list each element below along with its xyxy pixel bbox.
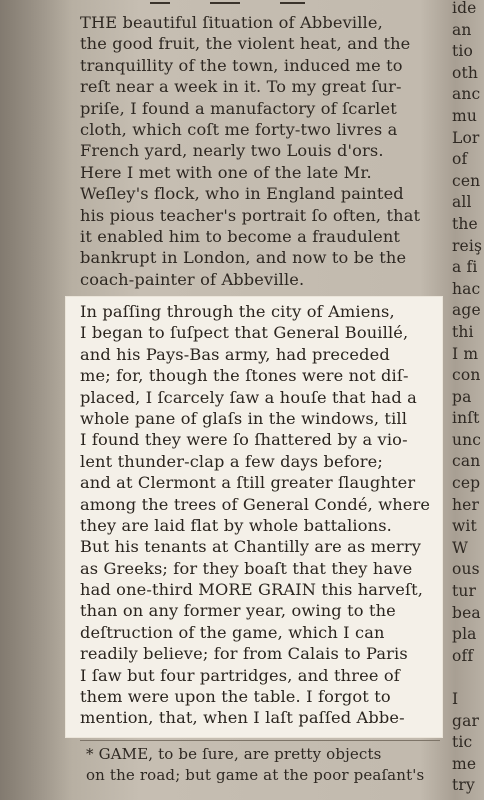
highlighted-line: had one-third MORE GRAIN this harveſt,	[80, 580, 424, 600]
fragment-line: con	[452, 366, 481, 385]
fragment-line	[452, 667, 484, 689]
fragment-line: of	[452, 150, 468, 169]
text-line: reſt near a week in it. To my great ſur-	[80, 77, 402, 97]
top-ornament-rule	[150, 0, 320, 8]
text-line: it enabled him to become a fraudulent	[80, 226, 401, 246]
fragment-line: Lor	[452, 128, 480, 147]
fragment-line: an	[452, 20, 472, 39]
highlighted-line: placed, I ſcarcely ſaw a houſe that had a	[80, 387, 417, 407]
fragment-line: wit	[452, 517, 477, 536]
highlighted-line: mention, that, when I laſt paſſed Abbe-	[80, 708, 405, 728]
footnote-line: * GAME, to be ſure, are pretty objects	[86, 745, 382, 763]
highlighted-line: whole pane of glaſs in the windows, till	[80, 408, 408, 428]
fragment-line: pla	[452, 625, 477, 644]
text-line: THE beautiful ſituation of Abbeville,	[80, 13, 383, 32]
highlighted-line: them were upon the table. I forgot to	[80, 687, 391, 707]
highlighted-line: they are laid flat by whole battalions.	[80, 515, 392, 535]
text-line: his pious teacher's portrait ſo often, that	[80, 205, 421, 225]
highlighted-line: and at Clermont a ſtill greater ſlaughter	[80, 473, 416, 493]
fragment-line: pa	[452, 387, 472, 406]
highlighted-line: I found they were ſo ſhattered by a vio-	[80, 430, 408, 450]
highlighted-line: I began to ſuſpect that General Bouillé,	[80, 323, 409, 343]
fragment-line: W	[452, 538, 469, 557]
footnote	[86, 744, 438, 786]
adjacent-column-fragments	[452, 0, 484, 797]
footnote-rule	[80, 740, 440, 741]
fragment-line: thi	[452, 322, 474, 341]
footnote-line: on the road; but game at the poor peaſant's	[86, 766, 425, 784]
text-line: Here I met with one of the late Mr.	[80, 162, 372, 182]
text-line: tranquillity of the town, induced me to	[80, 55, 403, 75]
fragment-line: a fi	[452, 258, 478, 277]
upper-paragraph	[80, 12, 442, 290]
fragment-line: her	[452, 495, 480, 514]
gutter-shadow	[0, 0, 72, 800]
fragment-line: reiş	[452, 236, 483, 255]
fragment-line: me	[452, 754, 477, 773]
highlighted-line: I ſaw but four partridges, and three of	[80, 665, 400, 685]
highlighted-line: deſtruction of the game, which I can	[80, 622, 385, 642]
text-line: cloth, which coſt me forty-two livres a	[80, 119, 398, 139]
text-line: the good fruit, the violent heat, and the	[80, 34, 411, 54]
fragment-line: the	[452, 214, 478, 233]
fragment-line: inſt	[452, 409, 480, 428]
fragment-line: try	[452, 776, 475, 795]
highlighted-line: But his tenants at Chantilly are as merry	[80, 537, 422, 557]
fragment-line: cen	[452, 171, 481, 190]
fragment-line: bea	[452, 603, 481, 622]
fragment-line: anc	[452, 85, 481, 104]
highlighted-line: as Greeks; for they boaſt that they have	[80, 558, 413, 578]
text-line: coach-painter of Abbeville.	[80, 269, 305, 289]
fragment-line: age	[452, 301, 481, 320]
highlighted-line: and his Pays-Bas army, had preceded	[80, 344, 390, 364]
fragment-line: all	[452, 193, 472, 212]
fragment-line: unc	[452, 430, 482, 449]
fragment-line: tic	[452, 733, 473, 752]
highlighted-line: lent thunder-clap a few days before;	[80, 451, 383, 471]
fragment-line: can	[452, 452, 481, 471]
fragment-line: ous	[452, 560, 480, 579]
fragment-line: ide	[452, 0, 477, 17]
fragment-line: hac	[452, 279, 481, 298]
fragment-line: off	[452, 646, 474, 665]
fragment-line: I m	[452, 344, 479, 363]
fragment-line: mu	[452, 106, 477, 125]
fragment-line: I	[452, 690, 459, 708]
fragment-line: gar	[452, 711, 480, 730]
fragment-line: cep	[452, 474, 481, 493]
text-line: French yard, nearly two Louis d'ors.	[80, 141, 384, 161]
text-line: priſe, I found a manufactory of ſcarlet	[80, 98, 397, 118]
fragment-line: oth	[452, 63, 478, 82]
highlighted-line: readily believe; for from Calais to Paris	[80, 644, 408, 664]
text-line: bankrupt in London, and now to be the	[80, 248, 407, 268]
highlighted-line: than on any former year, owing to the	[80, 601, 396, 621]
highlighted-line: among the trees of General Condé, where	[80, 494, 431, 514]
highlighted-line: In paſſing through the city of Amiens,	[80, 302, 395, 321]
highlighted-line: me; for, though the ſtones were not diſ-	[80, 366, 409, 386]
text-line: Weſley's flock, who in England painted	[80, 184, 404, 204]
highlighted-paragraph	[80, 301, 440, 729]
fragment-line: tio	[452, 42, 473, 61]
fragment-line: tur	[452, 582, 477, 601]
